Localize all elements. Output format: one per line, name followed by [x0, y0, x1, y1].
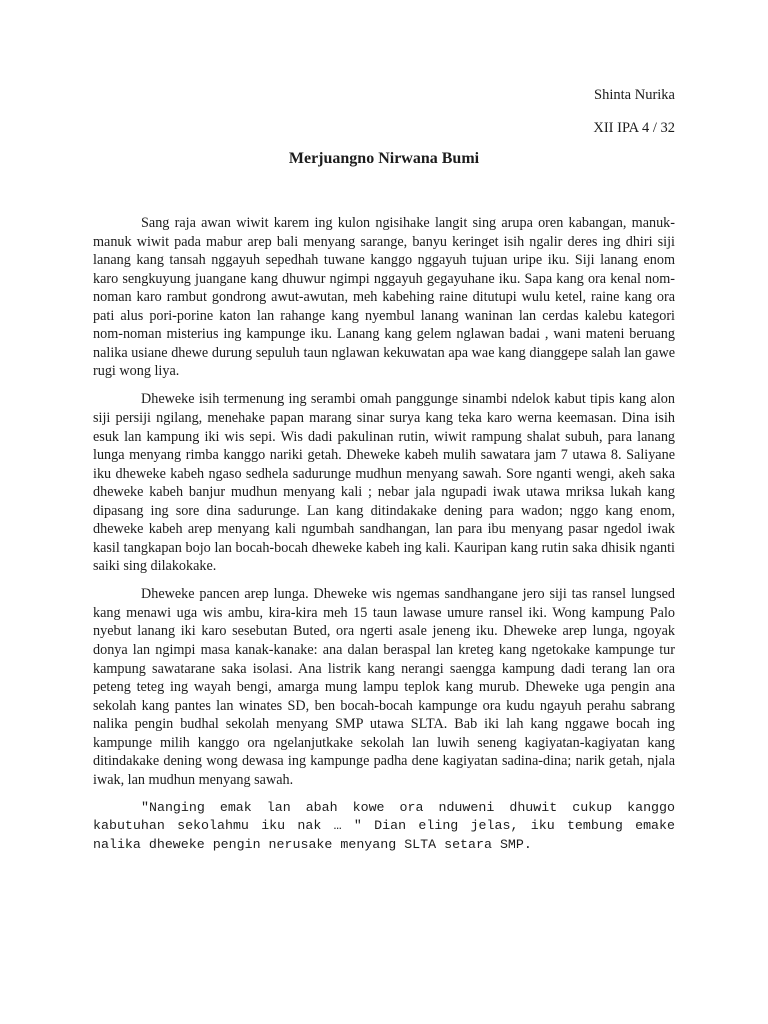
document-body — [93, 214, 675, 864]
paragraph-2: Dheweke isih termenung ing serambi omah panggunge sinambi ndelok kabut tipis kang alon siji persiji ngilang, menehake papan marang sinar surya kang teka karo werna keemasan. Dina isih esuk lan kampung iki wis sepi. Wis dadi pakulinan rutin, wiwit rampung shalat subuh, para lanang lunga menyang rimba kanggo nariki getah. Dheweke kabeh mulih sawatara jam 7 utawa 8. Saliyane iku dheweke kabeh ngaso sedhela sadurunge mudhun menyang sawah. Sore nganti wengi, akeh saka dheweke kabeh banjur mudhun menyang kali ; nebar jala ngupadi iwak utawa mriksa lukah kang dipasang ing sore dina sadurunge. Lan kang ditindakake dening para wadon; nggo kang enom, dheweke kabeh arep menyang kali ngumbah sandhangan, lan para ibu menyang pasar ngedol iwak kasil tangkapan bojo lan bocah-bocah dheweke kabeh ing kali. Kauripan kang rutin saka dhisik nganti saiki sing dilakokake. — [93, 391, 675, 575]
author-name: Shinta Nurika — [594, 87, 675, 103]
class-info: XII IPA 4 / 32 — [593, 120, 675, 136]
paragraph-4: "Nanging emak lan abah kowe ora nduweni dhuwit cukup kanggo kabutuhan sekolahmu iku nak … " Dian eling jelas, iku tembung emake nalika dheweke pengin nerusake menyang SLTA setara SMP. — [93, 799, 675, 852]
document-title: Merjuangno Nirwana Bumi — [288, 150, 480, 167]
paragraph-1: Sang raja awan wiwit karem ing kulon ngisihake langit sing arupa oren kabangan, manuk-manuk wiwit pada mabur arep bali menyang sarange, banyu keringet isih ngalir deres ing dhiri siji lanang kang tansah nggayuh sepedhah tuwane kanggo nggayuh tujuan uripe iku. Siji lanang enom karo sengkuyung juangane kang dhuwur ngimpi nggayuh gegayuhane iku. Sapa kang ora kenal nom-noman karo rambut gondrong awut-awutan, meh kabehing raine ditutupi wulu ketel, raine kang ora pati alus pori-porine katon lan rahange kang nyembul lanang waninan lan cerdas kalebu kategori nom-noman misterius ing kampunge iku. Lanang kang gelem nglawan badai , wani mateni beruang nalika usiane dhewe durung sepuluh taun nglawan kekuwatan apa wae kang dianggepe salah lan gawe rugi wong liya. — [93, 215, 675, 380]
paragraph-3: Dheweke pancen arep lunga. Dheweke wis ngemas sandhangane jero siji tas ransel lungsed kang menawi uga wis ambu, kira-kira meh 15 taun lawase umure ransel iki. Wong kampung Palo nyebut lanang iki karo sesebutan Buted, ora ngerti asale jeneng iku. Dheweke arep lunga, ngoyak donya lan ngimpi masa kanak-kanake: ana dalan beraspal lan kreteg kang ngetokake kampunge tur kampung sawatarane saka isolasi. Ana listrik kang nerangi saengga kampung dadi terang lan ora peteng teteg ing wayah bengi, amarga mung lampu teplok kang murub. Dheweke uga pengin ana sekolah kang pantes lan winates SD, ben bocah-bocah kampunge ora kudu ngayuh perahu sabrang nalika pengin budhal sekolah menyang SMP utawa SLTA. Bab iki lah kang nggawe bocah ing kampunge milih kanggo ora ngelanjutkake sekolah lan luwih seneng kagiyatan-kagiyatan kang ditindakake dening wong dewasa ing kampunge padha dene kagiyatan sadina-dina; narik getah, njala iwak, lan mudhun menyang sawah. — [93, 586, 675, 788]
